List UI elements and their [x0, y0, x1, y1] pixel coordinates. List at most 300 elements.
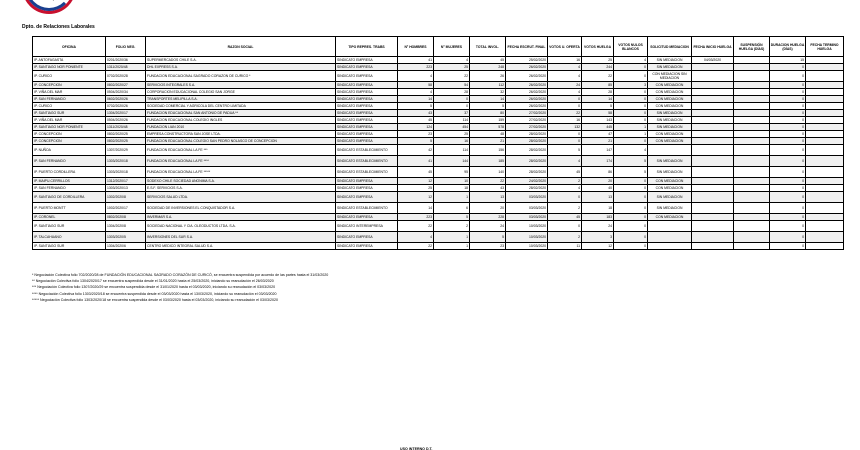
- cell-termino: [806, 192, 844, 203]
- cell-huelga: 28: [582, 89, 614, 96]
- cell-razon: CORPORACION EDUCACIONAL COLEGIO SAN JORGE: [146, 89, 336, 96]
- footnote: ** Negociación Colectiva folio 1304/2020/17 se encuentra suspendida desde el 31/01/2020 hasta el 25/03/2020, iniciando su reanudación el 26/03/2020: [32, 279, 274, 284]
- table-row: [33, 243, 844, 250]
- cell-tipo: SINDICATO EMPRESA: [336, 131, 398, 138]
- cell-hombres: 5: [398, 138, 434, 145]
- cell-fecha: 26/02/2020: [506, 64, 548, 71]
- cell-fecha: 26/02/2020: [506, 82, 548, 89]
- cell-nulos: 0: [614, 232, 648, 243]
- cell-razon: FUNDACION EDUCACIONAL LA FE ***: [146, 145, 336, 156]
- cell-oficina: IP. VIÑA DEL MAR: [33, 89, 106, 96]
- cell-nulos: 3: [614, 82, 648, 89]
- footnotes: [32, 272, 328, 303]
- cell-total: 48: [470, 131, 506, 138]
- cell-duracion: 0: [770, 71, 806, 82]
- cell-hombres: 45: [398, 167, 434, 178]
- cell-susp: [734, 192, 770, 203]
- cell-inicio: [692, 156, 734, 167]
- cell-folio: 0602/2020/26: [106, 96, 146, 103]
- cell-susp: [734, 203, 770, 214]
- cell-fecha: 26/02/2020: [506, 103, 548, 110]
- cell-folio: 0802/2020/8: [106, 214, 146, 221]
- cell-nulos: 5: [614, 167, 648, 178]
- cell-oficina: IP. CORONEL: [33, 214, 106, 221]
- cell-fecha: 27/02/2020: [506, 110, 548, 117]
- cell-termino: [806, 185, 844, 192]
- cell-fecha: 03/03/2020: [506, 203, 548, 214]
- table-row: [33, 232, 844, 243]
- cell-fecha: 28/02/2020: [506, 167, 548, 178]
- cell-oferta: 0: [548, 131, 582, 138]
- cell-oferta: 132: [548, 124, 582, 131]
- cell-mujeres: 0: [434, 96, 470, 103]
- cell-hombres: 4: [398, 89, 434, 96]
- cell-hombres: 223: [398, 64, 434, 71]
- cell-tipo: SINDICATO EMPRESA: [336, 178, 398, 185]
- cell-razon: SERVICIOS INTEGRALES S.A.: [146, 82, 336, 89]
- cell-oferta: 4: [548, 89, 582, 96]
- cell-razon: FUNDACION EDUCACIONAL SAGRADO CORAZON DE CURICO *: [146, 71, 336, 82]
- cell-tipo: SINDICATO EMPRESA: [336, 124, 398, 131]
- cell-termino: [806, 214, 844, 221]
- cell-inicio: [692, 167, 734, 178]
- cell-duracion: 0: [770, 96, 806, 103]
- cell-duracion: 0: [770, 214, 806, 221]
- cell-total: 45: [470, 57, 506, 64]
- cell-nulos: 0: [614, 110, 648, 117]
- cell-hombres: 23: [398, 131, 434, 138]
- cell-mediacion: SIN MEDIACION: [648, 167, 692, 178]
- cell-fecha: 25/02/2020: [506, 57, 548, 64]
- cell-fecha: 10/03/2020: [506, 232, 548, 243]
- cell-oficina: IP. VIÑA DEL MAR: [33, 117, 106, 124]
- cell-razon: E.S.F. SERVICIOS S.A.: [146, 185, 336, 192]
- cell-razon: EMPRESA CONSTRUCTORA SAN JOSE LTDA.: [146, 131, 336, 138]
- cell-fecha: 28/02/2020: [506, 138, 548, 145]
- cell-oficina: IP. SANTIAGO NOR PONIENTE: [33, 124, 106, 131]
- cell-susp: [734, 82, 770, 89]
- cell-total: 23: [470, 243, 506, 250]
- cell-mujeres: 1: [434, 232, 470, 243]
- cell-oferta: 22: [548, 110, 582, 117]
- table-row: [33, 192, 844, 203]
- cell-oficina: IP. SAN FERNANDO: [33, 96, 106, 103]
- column-header: VOTOS NULOS BLANCOS: [614, 37, 648, 57]
- cell-nulos: 0: [614, 89, 648, 96]
- strikes-table: [32, 36, 844, 250]
- cell-mediacion: CON MEDIACION: [648, 214, 692, 221]
- cell-huelga: 47: [582, 131, 614, 138]
- cell-inicio: [692, 103, 734, 110]
- cell-folio: 1311/2020/48: [106, 124, 146, 131]
- cell-huelga: 22: [582, 71, 614, 82]
- cell-oficina: IP. CURICO: [33, 71, 106, 82]
- cell-duracion: 0: [770, 203, 806, 214]
- cell-inicio: [692, 203, 734, 214]
- cell-tipo: SINDICATO EMPRESA: [336, 64, 398, 71]
- cell-razon: SOCIEDAD DE INVERSIONES EL CONQUISTADOR S.A.: [146, 203, 336, 214]
- cell-total: 13: [470, 192, 506, 203]
- cell-oficina: IP. SANTIAGO SUR: [33, 243, 106, 250]
- cell-nulos: 0: [614, 192, 648, 203]
- cell-total: 159: [470, 117, 506, 124]
- cell-duracion: 0: [770, 243, 806, 250]
- cell-duracion: 0: [770, 117, 806, 124]
- cell-oficina: IP. CONCEPCION: [33, 82, 106, 89]
- cell-hombres: 124: [398, 124, 434, 131]
- cell-total: 5: [470, 232, 506, 243]
- cell-mediacion: SIN MEDIACION: [648, 57, 692, 64]
- cell-tipo: SINDICATO EMPRESA: [336, 103, 398, 110]
- cell-oficina: IP. MAIPU-CERRILLOS: [33, 178, 106, 185]
- cell-susp: [734, 138, 770, 145]
- table-row: [33, 203, 844, 214]
- cell-fecha: 10/03/2020: [506, 243, 548, 250]
- cell-hombres: 25: [398, 185, 434, 192]
- cell-mediacion: CON MEDIACION: [648, 185, 692, 192]
- cell-susp: [734, 89, 770, 96]
- table-row: [33, 214, 844, 221]
- cell-total: 80: [470, 110, 506, 117]
- cell-oficina: IP. PUERTO MONTT: [33, 203, 106, 214]
- cell-termino: [806, 64, 844, 71]
- cell-duracion: 0: [770, 156, 806, 167]
- cell-razon: SOCIEDAD NACIONAL Y CIA. OLEODUCTOS LTDA. S.A.: [146, 221, 336, 232]
- cell-folio: 0504/2020/34: [106, 89, 146, 96]
- cell-duracion: 0: [770, 192, 806, 203]
- cell-duracion: 0: [770, 185, 806, 192]
- cell-mediacion: CON MEDIACION: [648, 89, 692, 96]
- cell-inicio: [692, 214, 734, 221]
- cell-oficina: IP. SAN FERNANDO: [33, 156, 106, 167]
- cell-folio: 1304/2020/8: [106, 221, 146, 232]
- table-row: [33, 124, 844, 131]
- cell-nulos: 1: [614, 131, 648, 138]
- cell-susp: [734, 124, 770, 131]
- cell-duracion: 0: [770, 138, 806, 145]
- cell-tipo: SINDICATO EMPRESA: [336, 71, 398, 82]
- cell-termino: [806, 138, 844, 145]
- cell-mediacion: CON MEDIACION: [648, 82, 692, 89]
- cell-tipo: SINDICATO EMPRESA: [336, 117, 398, 124]
- cell-oferta: 0: [548, 138, 582, 145]
- cell-inicio: [692, 89, 734, 96]
- cell-huelga: 445: [582, 124, 614, 131]
- cell-nulos: 0: [614, 214, 648, 221]
- cell-termino: [806, 71, 844, 82]
- cell-mediacion: SIN MEDIACION: [648, 64, 692, 71]
- cell-mediacion: SIN MEDIACION: [648, 203, 692, 214]
- cell-inicio: [692, 82, 734, 89]
- cell-hombres: 42: [398, 145, 434, 156]
- cell-fecha: 28/02/2020: [506, 185, 548, 192]
- cell-tipo: SINDICATO EMPRESA: [336, 214, 398, 221]
- cell-mujeres: 144: [434, 156, 470, 167]
- cell-nulos: 0: [614, 117, 648, 124]
- cell-susp: [734, 156, 770, 167]
- cell-total: 26: [470, 71, 506, 82]
- cell-tipo: SINDICATO EMPRESA: [336, 232, 398, 243]
- cell-oficina: IP. SANTIAGO SUR: [33, 221, 106, 232]
- cell-oficina: IP. SANTIAGO SUR: [33, 110, 106, 117]
- cell-folio: 0201/2020/36: [106, 57, 146, 64]
- cell-razon: INVERMAR S.A.: [146, 214, 336, 221]
- cell-mujeres: 10: [434, 178, 470, 185]
- column-header: SUSPENSIÓN HUELGA (DÍAS): [734, 37, 770, 57]
- cell-susp: [734, 178, 770, 185]
- cell-oficina: IP. CONCEPCION: [33, 138, 106, 145]
- cell-hombres: 12: [398, 178, 434, 185]
- cell-mediacion: CON MEDIACION SIN MEDIACION: [648, 71, 692, 82]
- cell-oficina: IP. ANTOFAGASTA: [33, 57, 106, 64]
- table-row: [33, 71, 844, 82]
- column-header: FECHA TERMINO HUELGA: [806, 37, 844, 57]
- cell-duracion: 0: [770, 82, 806, 89]
- cell-tipo: SINDICATO EMPRESA: [336, 96, 398, 103]
- cell-duracion: 0: [770, 110, 806, 117]
- cell-fecha: 26/02/2020: [506, 89, 548, 96]
- cell-duracion: 0: [770, 178, 806, 185]
- cell-razon: SODEXO CHILE SOCIEDAD ANONIMA S.A.: [146, 178, 336, 185]
- cell-termino: [806, 89, 844, 96]
- cell-susp: [734, 232, 770, 243]
- cell-oferta: 5: [548, 145, 582, 156]
- cell-tipo: SINDICATO EMPRESA: [336, 89, 398, 96]
- cell-inicio: 04/03/2020: [692, 57, 734, 64]
- cell-razon: DHL EXPRESS S.A.: [146, 64, 336, 71]
- cell-mediacion: CON MEDIACION: [648, 96, 692, 103]
- cell-duracion: 0: [770, 145, 806, 156]
- cell-mujeres: 54: [434, 82, 470, 89]
- cell-huelga: 174: [582, 156, 614, 167]
- cell-inicio: [692, 110, 734, 117]
- cell-oferta: 11: [548, 243, 582, 250]
- table-header-row: [33, 37, 844, 57]
- column-header: TIPO REPRES. TRABS: [336, 37, 398, 57]
- cell-folio: 1303/2020/18: [106, 167, 146, 178]
- cell-susp: [734, 185, 770, 192]
- logo-text-line2: [30, 0, 68, 1]
- cell-huelga: 14: [582, 96, 614, 103]
- cell-oficina: IP. SANTIAGO DE CORDILLERA: [33, 192, 106, 203]
- footnote: * Negociación Colectiva folio 702/2020/28 de FUNDACIÓN EDUCACIONAL SAGRADO CORAZÓN DE CURICÓ, se encuentra suspendida por acuerdo de las partes hasta el 31/03/2020: [32, 273, 329, 277]
- cell-hombres: 58: [398, 82, 434, 89]
- cell-total: 228: [470, 214, 506, 221]
- cell-total: 248: [470, 64, 506, 71]
- cell-duracion: 0: [770, 124, 806, 131]
- cell-mediacion: [648, 243, 692, 250]
- cell-tipo: SINDICATO INTEREMPRESA: [336, 221, 398, 232]
- cell-nulos: 0: [614, 96, 648, 103]
- cell-folio: 1303/2020/5: [106, 232, 146, 243]
- cell-nulos: 5: [614, 156, 648, 167]
- cell-hombres: 14: [398, 96, 434, 103]
- cell-nulos: 4: [614, 145, 648, 156]
- cell-razon: FUNDACION LIAN 2010: [146, 124, 336, 131]
- cell-mujeres: 2: [434, 221, 470, 232]
- cell-tipo: SINDICATO EMPRESA: [336, 110, 398, 117]
- cell-mediacion: SIN MEDIACION: [648, 117, 692, 124]
- table-row: [33, 221, 844, 232]
- cell-susp: [734, 221, 770, 232]
- cell-oferta: 45: [548, 214, 582, 221]
- cell-huelga: 5: [582, 103, 614, 110]
- cell-tipo: SINDICATO EMPRESA: [336, 82, 398, 89]
- cell-mujeres: 4: [434, 57, 470, 64]
- cell-mujeres: 95: [434, 167, 470, 178]
- table-row: [33, 167, 844, 178]
- cell-fecha: 28/02/2020: [506, 156, 548, 167]
- cell-susp: [734, 64, 770, 71]
- cell-termino: [806, 131, 844, 138]
- cell-termino: [806, 232, 844, 243]
- cell-termino: [806, 156, 844, 167]
- cell-mujeres: 37: [434, 110, 470, 117]
- column-header: OFICINA: [33, 37, 106, 57]
- cell-razon: SOCIEDAD COMERCIAL Y AGRICOLA DEL CENTRO LIMITADA: [146, 103, 336, 110]
- cell-mediacion: [648, 221, 692, 232]
- cell-fecha: 03/03/2020: [506, 192, 548, 203]
- cell-total: 20: [470, 203, 506, 214]
- cell-fecha: 26/02/2020: [506, 96, 548, 103]
- cell-tipo: SINDICATO EMPRESA: [336, 243, 398, 250]
- cell-mediacion: SIN MEDIACION: [648, 124, 692, 131]
- table-body: [33, 57, 844, 250]
- cell-nulos: 0: [614, 185, 648, 192]
- cell-total: 578: [470, 124, 506, 131]
- cell-nulos: 0: [614, 178, 648, 185]
- footnote: **** Negociación Colectiva folio 1303/2020/18 se encuentra suspendida desde el 03/03/2020 hasta el 13/03/2020, iniciando su reanudación el 03/03/2020: [32, 291, 277, 296]
- cell-oferta: 45: [548, 167, 582, 178]
- cell-total: 43: [470, 185, 506, 192]
- cell-inicio: [692, 138, 734, 145]
- cell-inicio: [692, 71, 734, 82]
- cell-folio: 1312/2020/17: [106, 178, 146, 185]
- table-row: [33, 185, 844, 192]
- cell-duracion: 0: [770, 167, 806, 178]
- cell-mediacion: CON MEDIACION: [648, 178, 692, 185]
- cell-termino: [806, 124, 844, 131]
- cell-mediacion: [648, 232, 692, 243]
- cell-mediacion: CON MEDIACION: [648, 103, 692, 110]
- cell-oferta: 24: [548, 82, 582, 89]
- cell-nulos: 1: [614, 124, 648, 131]
- cell-duracion: 15: [770, 57, 806, 64]
- cell-folio: 1303/2020/13: [106, 185, 146, 192]
- cell-susp: [734, 110, 770, 117]
- cell-mediacion: [648, 145, 692, 156]
- column-header: VOTOS U. OFERTA: [548, 37, 582, 57]
- cell-inicio: [692, 131, 734, 138]
- cell-total: 14: [470, 96, 506, 103]
- cell-fecha: 03/03/2020: [506, 214, 548, 221]
- cell-tipo: SINDICATO EMPRESA: [336, 57, 398, 64]
- cell-hombres: 14: [398, 203, 434, 214]
- cell-nulos: 0: [614, 203, 648, 214]
- cell-hombres: 41: [398, 156, 434, 167]
- cell-huelga: 13: [582, 192, 614, 203]
- table-row: [33, 145, 844, 156]
- cell-mujeres: 0: [434, 103, 470, 110]
- cell-total: 185: [470, 156, 506, 167]
- cell-razon: FUNDACION EDUCACIONAL LA FE ****: [146, 156, 336, 167]
- cell-nulos: 0: [614, 243, 648, 250]
- cell-folio: 0504/2020/26: [106, 117, 146, 124]
- cell-folio: 0802/2020/25: [106, 138, 146, 145]
- cell-inicio: [692, 124, 734, 131]
- cell-susp: [734, 117, 770, 124]
- column-header: RAZON SOCIAL: [146, 37, 336, 57]
- cell-nulos: 0: [614, 71, 648, 82]
- cell-razon: TRANSPORTES MELIPILLA S.A.: [146, 96, 336, 103]
- cell-huelga: 147: [582, 145, 614, 156]
- cell-mujeres: 18: [434, 185, 470, 192]
- cell-nulos: 0: [614, 103, 648, 110]
- cell-oficina: IP. CONCEPCION: [33, 131, 106, 138]
- cell-hombres: 45: [398, 117, 434, 124]
- cell-oficina: IP. SANTIAGO NOR PONIENTE: [33, 64, 106, 71]
- cell-total: 112: [470, 82, 506, 89]
- cell-mediacion: SIN MEDIACION: [648, 156, 692, 167]
- cell-susp: [734, 145, 770, 156]
- cell-mediacion: SIN MEDIACION: [648, 192, 692, 203]
- cell-mujeres: 22: [434, 71, 470, 82]
- cell-inicio: [692, 243, 734, 250]
- cell-susp: [734, 243, 770, 250]
- cell-mujeres: 25: [434, 64, 470, 71]
- cell-inicio: [692, 232, 734, 243]
- cell-hombres: 5: [398, 103, 434, 110]
- cell-fecha: 27/02/2020: [506, 124, 548, 131]
- table-row: [33, 82, 844, 89]
- cell-mujeres: 114: [434, 145, 470, 156]
- cell-fecha: 24/02/2020: [506, 178, 548, 185]
- direccion-del-trabajo-logo: [22, 0, 76, 14]
- cell-nulos: 0: [614, 138, 648, 145]
- table-row: [33, 117, 844, 124]
- cell-huelga: 40: [582, 185, 614, 192]
- cell-huelga: 86: [582, 167, 614, 178]
- cell-folio: 0702/2020/26: [106, 103, 146, 110]
- cell-oferta: 16: [548, 117, 582, 124]
- cell-termino: [806, 178, 844, 185]
- cell-huelga: 20: [582, 178, 614, 185]
- cell-mujeres: 454: [434, 124, 470, 131]
- cell-hombres: 22: [398, 221, 434, 232]
- cell-duracion: 0: [770, 221, 806, 232]
- cell-huelga: 21: [582, 138, 614, 145]
- table-row: [33, 103, 844, 110]
- cell-mujeres: 5: [434, 214, 470, 221]
- cell-termino: [806, 203, 844, 214]
- cell-oferta: 4: [548, 185, 582, 192]
- column-header: TOTAL INVOL.: [470, 37, 506, 57]
- cell-oficina: IP. TALCAHUANO: [33, 232, 106, 243]
- cell-inicio: [692, 145, 734, 156]
- cell-termino: [806, 167, 844, 178]
- cell-oferta: 0: [548, 96, 582, 103]
- cell-oferta: 4: [548, 156, 582, 167]
- cell-razon: CENTRO MEDICO INTEGRAL SALUD S.A.: [146, 243, 336, 250]
- cell-nulos: 0: [614, 221, 648, 232]
- cell-folio: 1302/2020/8: [106, 192, 146, 203]
- cell-mediacion: SIN MEDIACION: [648, 110, 692, 117]
- column-header: N° MUJERES: [434, 37, 470, 57]
- cell-tipo: SINDICATO ESTABLECIMIENTO: [336, 167, 398, 178]
- cell-oferta: 2: [548, 232, 582, 243]
- cell-duracion: 0: [770, 64, 806, 71]
- cell-inicio: [692, 96, 734, 103]
